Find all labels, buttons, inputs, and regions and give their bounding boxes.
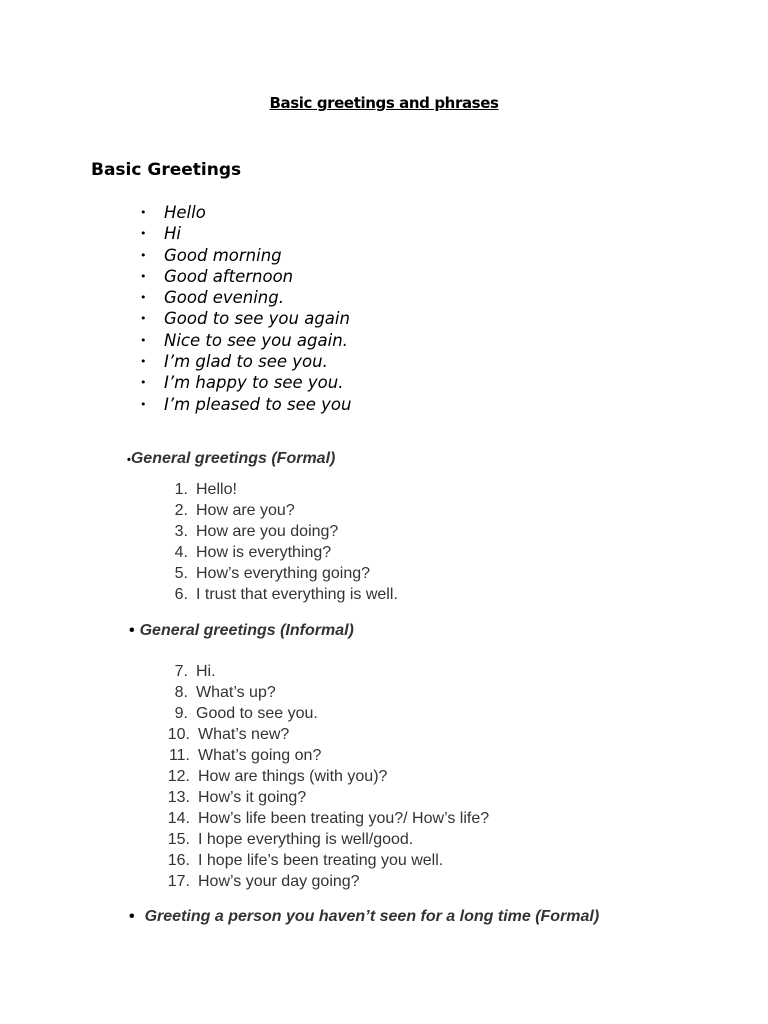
list-item: • Nice to see you again.: [0, 330, 352, 351]
list-item: 13. How’s it going?: [167, 789, 307, 806]
list-item: 8. What’s up?: [174, 684, 276, 701]
bullet: •: [129, 908, 135, 925]
informal-greetings-list: [0, 661, 489, 892]
list-item: 5. How’s everything going?: [174, 565, 371, 582]
long-time-heading-text: Greeting a person you haven’t seen for a long time (Formal): [144, 908, 600, 925]
list-item: • I’m glad to see you.: [0, 351, 352, 372]
list-item: • I’m pleased to see you: [0, 394, 352, 415]
list-item: 14. How’s life been treating you?/ How’s life?: [167, 810, 490, 827]
list-item: • Hello: [0, 202, 352, 223]
bullet: •: [127, 454, 131, 466]
list-item: 9. Good to see you.: [174, 705, 318, 722]
list-item: 6. I trust that everything is well.: [174, 586, 398, 603]
list-item: 7. Hi.: [174, 663, 216, 680]
list-item: • Good to see you again: [0, 308, 352, 329]
list-item: 2. How are you?: [174, 502, 295, 519]
list-item: • I’m happy to see you.: [0, 372, 352, 393]
list-item: • Good evening.: [0, 287, 352, 308]
list-item: 1. Hello!: [174, 481, 237, 498]
list-item: • Good afternoon: [0, 266, 352, 287]
list-item: • Hi: [0, 223, 352, 244]
long-time-greetings-heading: [129, 908, 599, 926]
document-title: Basic greetings and phrases: [269, 94, 499, 112]
informal-heading-text: General greetings (Informal): [139, 622, 354, 639]
list-item: 15. I hope everything is well/good.: [167, 831, 414, 848]
formal-heading-text: General greetings (Formal): [130, 450, 336, 467]
list-item: 17. How’s your day going?: [167, 873, 360, 890]
formal-greetings-list: [0, 479, 398, 605]
basic-greetings-heading: Basic Greetings: [91, 160, 242, 180]
list-item: 16. I hope life’s been treating you well.: [167, 852, 444, 869]
basic-greetings-list: [0, 202, 352, 415]
list-item: 4. How is everything?: [174, 544, 332, 561]
formal-greetings-heading: [127, 450, 335, 468]
list-item: • Good morning: [0, 245, 352, 266]
list-item: 10. What’s new?: [167, 726, 290, 743]
list-item: 11. What’s going on?: [168, 747, 322, 764]
list-item: 12. How are things (with you)?: [167, 768, 388, 785]
list-item: 3. How are you doing?: [174, 523, 339, 540]
informal-greetings-heading: [129, 622, 354, 640]
bullet: •: [129, 622, 135, 639]
